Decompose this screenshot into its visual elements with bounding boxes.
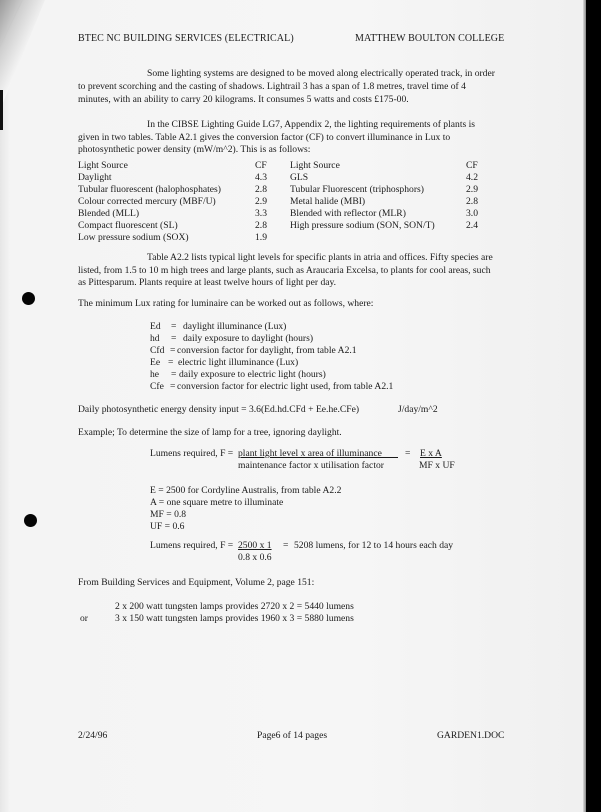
cf-left-header-cf: CF — [255, 160, 267, 171]
energy-formula: Daily photosynthetic energy density input = 3.6(Ed.hd.CFd + Ee.he.CFe) — [78, 404, 360, 415]
underline-pad — [378, 447, 398, 458]
cf-left-row-cf: 2.8 — [255, 184, 267, 195]
footer-page-number: Page6 of 14 pages — [257, 730, 328, 741]
source-reference: From Building Services and Equipment, Volume 2, page 151: — [78, 577, 315, 588]
lumens-formula-denominator: maintenance factor x utilisation factor — [238, 460, 384, 471]
definition-equals: = — [171, 333, 177, 344]
lumens-formula-label: Lumens required, F = — [150, 448, 234, 459]
cf-right-row-source: GLS — [290, 172, 309, 183]
cf-left-row-source: Tubular fluorescent (halophosphates) — [78, 184, 221, 195]
cf-left-row-source: Daylight — [78, 172, 112, 183]
value-e: E = 2500 for Cordyline Australis, from table A2.2 — [150, 485, 342, 496]
para2-line3: photosynthetic power density (mW/m^2). This is as follows: — [78, 144, 311, 155]
cf-left-row-source: Colour corrected mercury (MBF/U) — [78, 196, 216, 207]
definition-equals: = — [168, 357, 174, 368]
value-a: A = one square metre to illuminate — [150, 497, 284, 508]
definition-symbol: hd — [150, 333, 160, 344]
lumens-calc-denominator: 0.8 x 0.6 — [238, 552, 272, 563]
cf-right-row-cf: 2.8 — [466, 196, 478, 207]
definition-text: electric light illuminance (Lux) — [178, 357, 299, 368]
energy-formula-unit: J/day/m^2 — [398, 404, 438, 415]
definition-symbol: Ed — [150, 321, 161, 332]
header-course: BTEC NC BUILDING SERVICES (ELECTRICAL) — [78, 33, 294, 44]
lumens-formula-numerator: plant light level x area of illuminance — [238, 448, 382, 459]
cf-right-header-cf: CF — [466, 160, 478, 171]
footer-filename: GARDEN1.DOC — [437, 730, 505, 741]
cf-left-row-cf: 3.3 — [255, 208, 267, 219]
definition-equals: = — [170, 345, 176, 356]
scanner-border — [586, 0, 601, 812]
lamp-option: 2 x 200 watt tungsten lamps provides 2720 x 2 = 5440 lumens — [115, 601, 354, 612]
para1-line1: Some lighting systems are designed to be moved along electrically operated track, in order — [147, 68, 495, 79]
cf-left-row-cf: 2.9 — [255, 196, 267, 207]
punch-hole-icon — [24, 514, 37, 527]
min-lux-intro: The minimum Lux rating for luminaire can be worked out as follows, where: — [78, 298, 374, 309]
value-uf: UF = 0.6 — [150, 521, 185, 532]
definition-equals: = — [171, 321, 177, 332]
para2-line2: given in two tables. Table A2.1 gives the conversion factor (CF) to convert illuminance in Lux to — [78, 132, 451, 143]
para1-line2: to prevent scorching and the casting of shadows. Lightrail 3 has a span of 1.8 metres, travel time of 4 — [78, 81, 466, 92]
definition-equals: = — [170, 381, 176, 392]
para1-line3: minutes, with an ability to carry 20 kilograms. It consumes 5 watts and costs £175-00. — [78, 94, 409, 105]
definition-text: conversion factor for daylight, from table A2.1 — [177, 345, 357, 356]
lumens-calc-equals: = — [283, 540, 289, 551]
definition-text: daylight illuminance (Lux) — [183, 321, 287, 332]
cf-right-header-source: Light Source — [290, 160, 340, 171]
cf-left-row-cf: 1.9 — [255, 232, 267, 243]
cf-left-row-source: Low pressure sodium (SOX) — [78, 232, 189, 243]
cf-left-row-cf: 2.8 — [255, 220, 267, 231]
cf-right-row-cf: 4.2 — [466, 172, 478, 183]
lamp-option-prefix: or — [80, 613, 88, 624]
cf-left-row-cf: 4.3 — [255, 172, 267, 183]
definition-symbol: Cfe — [150, 381, 164, 392]
definition-symbol: Cfd — [150, 345, 165, 356]
cf-left-row-source: Compact fluorescent (SL) — [78, 220, 178, 231]
page-left-edge — [0, 90, 3, 130]
header-college: MATTHEW BOULTON COLLEGE — [355, 33, 505, 44]
cf-right-row-source: Tubular Fluorescent (triphosphors) — [290, 184, 424, 195]
cf-right-row-source: High pressure sodium (SON, SON/T) — [290, 220, 435, 231]
para3-line2: listed, from 1.5 to 10 m high trees and large plants, such as Araucaria Excelsa, to plants for cool areas, such — [78, 265, 491, 276]
definition-text: conversion factor for electric light used, from table A2.1 — [177, 381, 394, 392]
definition-symbol: Ee — [150, 357, 161, 368]
cf-left-header-source: Light Source — [78, 160, 128, 171]
definition-text: daily exposure to electric light (hours) — [179, 369, 326, 380]
para2-line1: In the CIBSE Lighting Guide LG7, Appendix 2, the lighting requirements of plants is — [147, 119, 476, 130]
cf-right-row-cf: 2.9 — [466, 184, 478, 195]
footer-date: 2/24/96 — [78, 730, 108, 741]
cf-right-row-source: Metal halide (MBI) — [290, 196, 366, 207]
cf-left-row-source: Blended (MLL) — [78, 208, 140, 219]
lumens-formula-equals: = — [405, 448, 411, 459]
lumens-calc-result: 5208 lumens, for 12 to 14 hours each day — [294, 540, 454, 551]
lumens-formula-short-numerator: E x A — [420, 448, 442, 459]
definition-symbol: he — [150, 369, 160, 380]
value-mf: MF = 0.8 — [150, 509, 187, 520]
cf-right-row-cf: 2.4 — [466, 220, 478, 231]
definition-equals: = — [171, 369, 177, 380]
lumens-calc-label: Lumens required, F = — [150, 540, 234, 551]
lamp-option: 3 x 150 watt tungsten lamps provides 1960 x 3 = 5880 lumens — [115, 613, 354, 624]
para3-line1: Table A2.2 lists typical light levels for specific plants in atria and offices. Fifty species are — [147, 252, 493, 263]
lumens-calc-numerator: 2500 x 1 — [238, 540, 272, 551]
punch-hole-icon — [22, 292, 35, 305]
cf-right-row-source: Blended with reflector (MLR) — [290, 208, 406, 219]
para3-line3: as Pittesparum. Plants require at least twelve hours of light per day. — [78, 277, 337, 288]
example-intro: Example; To determine the size of lamp for a tree, ignoring daylight. — [78, 427, 342, 438]
lumens-formula-short-denominator: MF x UF — [419, 460, 455, 471]
cf-right-row-cf: 3.0 — [466, 208, 478, 219]
page-curl — [0, 0, 45, 110]
definition-text: daily exposure to daylight (hours) — [183, 333, 314, 344]
